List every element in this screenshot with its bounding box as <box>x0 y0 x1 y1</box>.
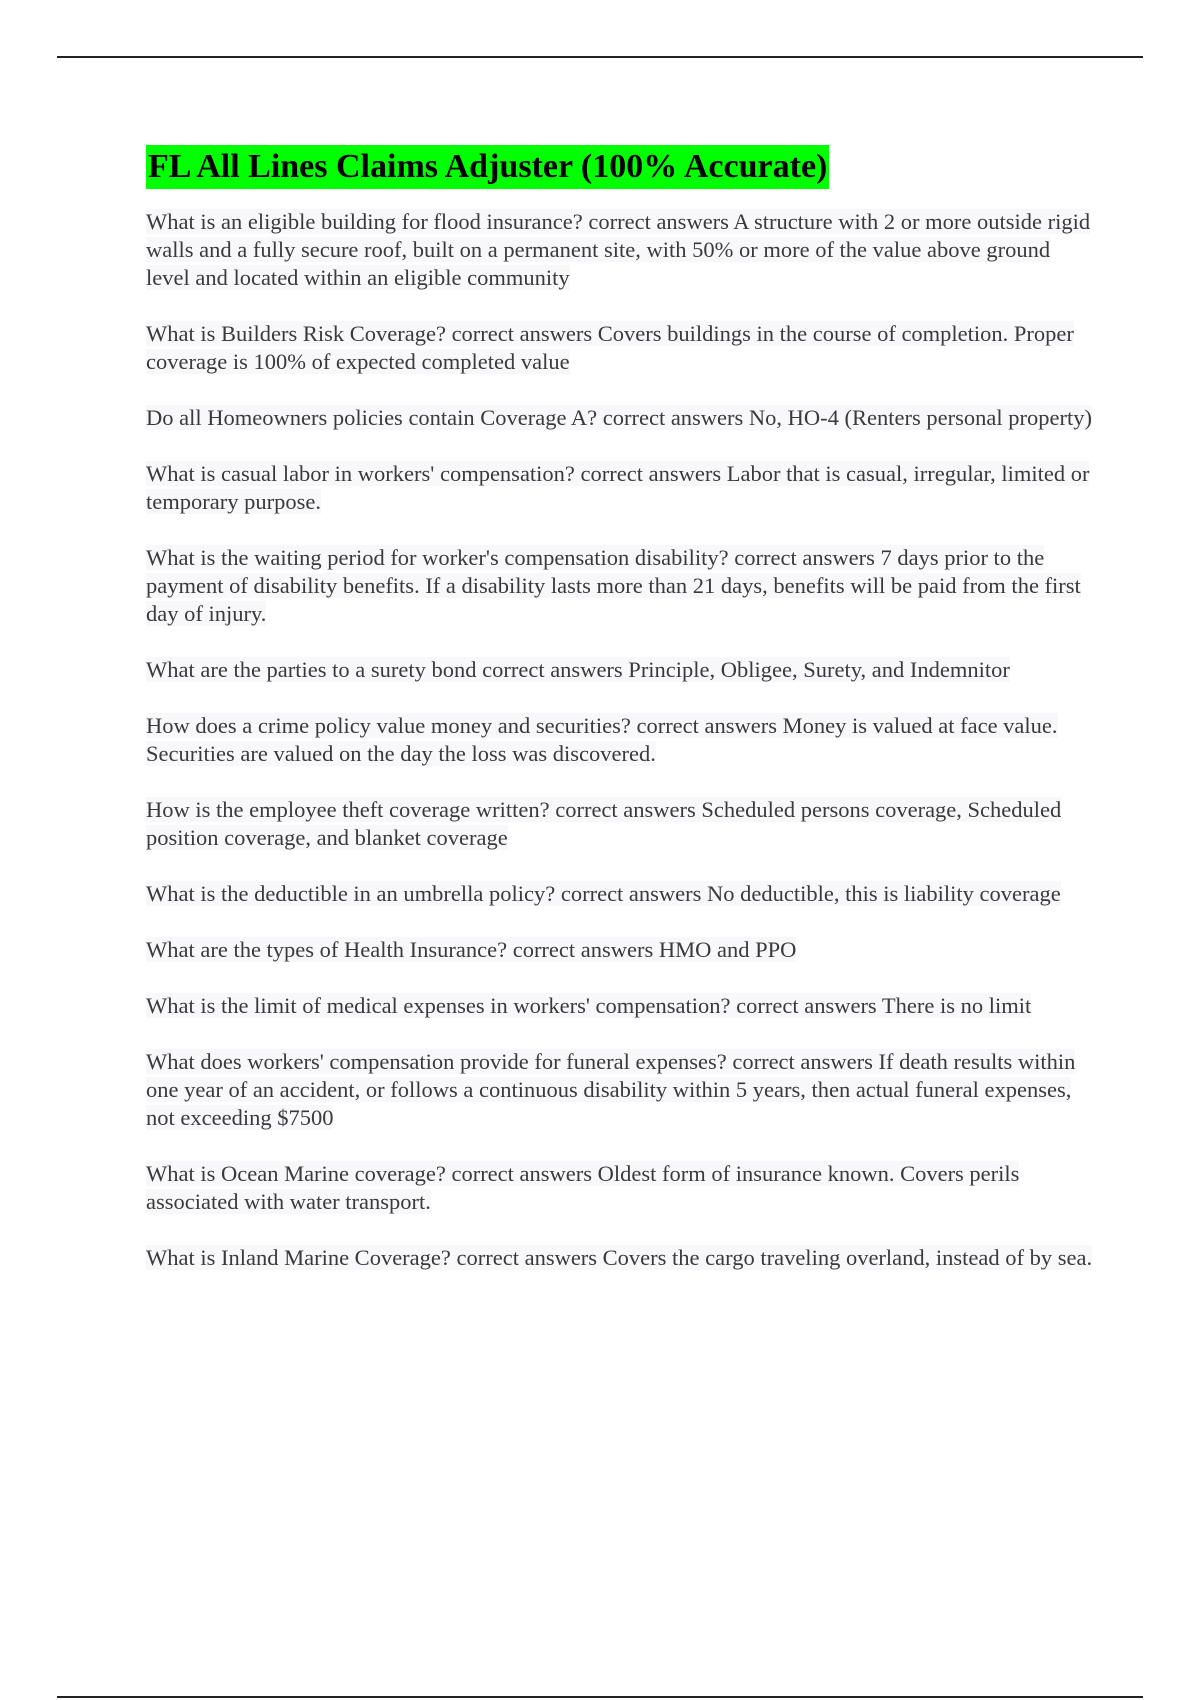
qa-text: What are the types of Health Insurance? correct answers HMO and PPO <box>146 937 797 962</box>
qa-item <box>146 460 1096 516</box>
qa-item <box>146 656 1096 684</box>
qa-item <box>146 712 1096 768</box>
qa-text: What is Ocean Marine coverage? correct answers Oldest form of insurance known. Covers perils associated with water transport. <box>146 1161 1020 1214</box>
qa-text: What is the deductible in an umbrella policy? correct answers No deductible, this is liability coverage <box>146 881 1061 906</box>
footer-rule <box>57 1696 1143 1698</box>
qa-item <box>146 936 1096 964</box>
qa-text: Do all Homeowners policies contain Coverage A? correct answers No, HO-4 (Renters personal property) <box>146 405 1092 430</box>
qa-text: How does a crime policy value money and securities? correct answers Money is valued at face value. Securities are valued on the day the loss was discovered. <box>146 713 1058 766</box>
qa-text: What is Inland Marine Coverage? correct answers Covers the cargo traveling overland, instead of by sea. <box>146 1245 1093 1270</box>
qa-text: How is the employee theft coverage written? correct answers Scheduled persons coverage, Scheduled position coverage, and blanket coverage <box>146 797 1062 850</box>
document-body <box>146 145 1096 1300</box>
qa-text: What is an eligible building for flood insurance? correct answers A structure with 2 or more outside rigid walls and a fully secure roof, built on a permanent site, with 50% or more of the value above ground level and located within an eligible community <box>146 209 1091 290</box>
qa-text: What is casual labor in workers' compensation? correct answers Labor that is casual, irregular, limited or temporary purpose. <box>146 461 1090 514</box>
qa-item <box>146 1048 1096 1132</box>
qa-item <box>146 404 1096 432</box>
document-title: FL All Lines Claims Adjuster (100% Accurate) <box>146 145 829 189</box>
qa-text: What are the parties to a surety bond correct answers Principle, Obligee, Surety, and Indemnitor <box>146 657 1010 682</box>
qa-text: What is the limit of medical expenses in workers' compensation? correct answers There is no limit <box>146 993 1032 1018</box>
qa-text: What does workers' compensation provide for funeral expenses? correct answers If death results within one year of an accident, or follows a continuous disability within 5 years, then actual funeral expenses, not exceeding $7500 <box>146 1049 1076 1130</box>
qa-text: What is the waiting period for worker's compensation disability? correct answers 7 days prior to the payment of disability benefits. If a disability lasts more than 21 days, benefits will be paid from the first day of injury. <box>146 545 1081 626</box>
qa-item <box>146 320 1096 376</box>
qa-item <box>146 208 1096 292</box>
qa-item <box>146 1160 1096 1216</box>
qa-item <box>146 992 1096 1020</box>
qa-item <box>146 880 1096 908</box>
header-rule <box>57 56 1143 58</box>
qa-text: What is Builders Risk Coverage? correct answers Covers buildings in the course of completion. Proper coverage is 100% of expected completed value <box>146 321 1074 374</box>
qa-list <box>146 208 1096 1272</box>
qa-item <box>146 796 1096 852</box>
qa-item <box>146 1244 1096 1272</box>
qa-item <box>146 544 1096 628</box>
